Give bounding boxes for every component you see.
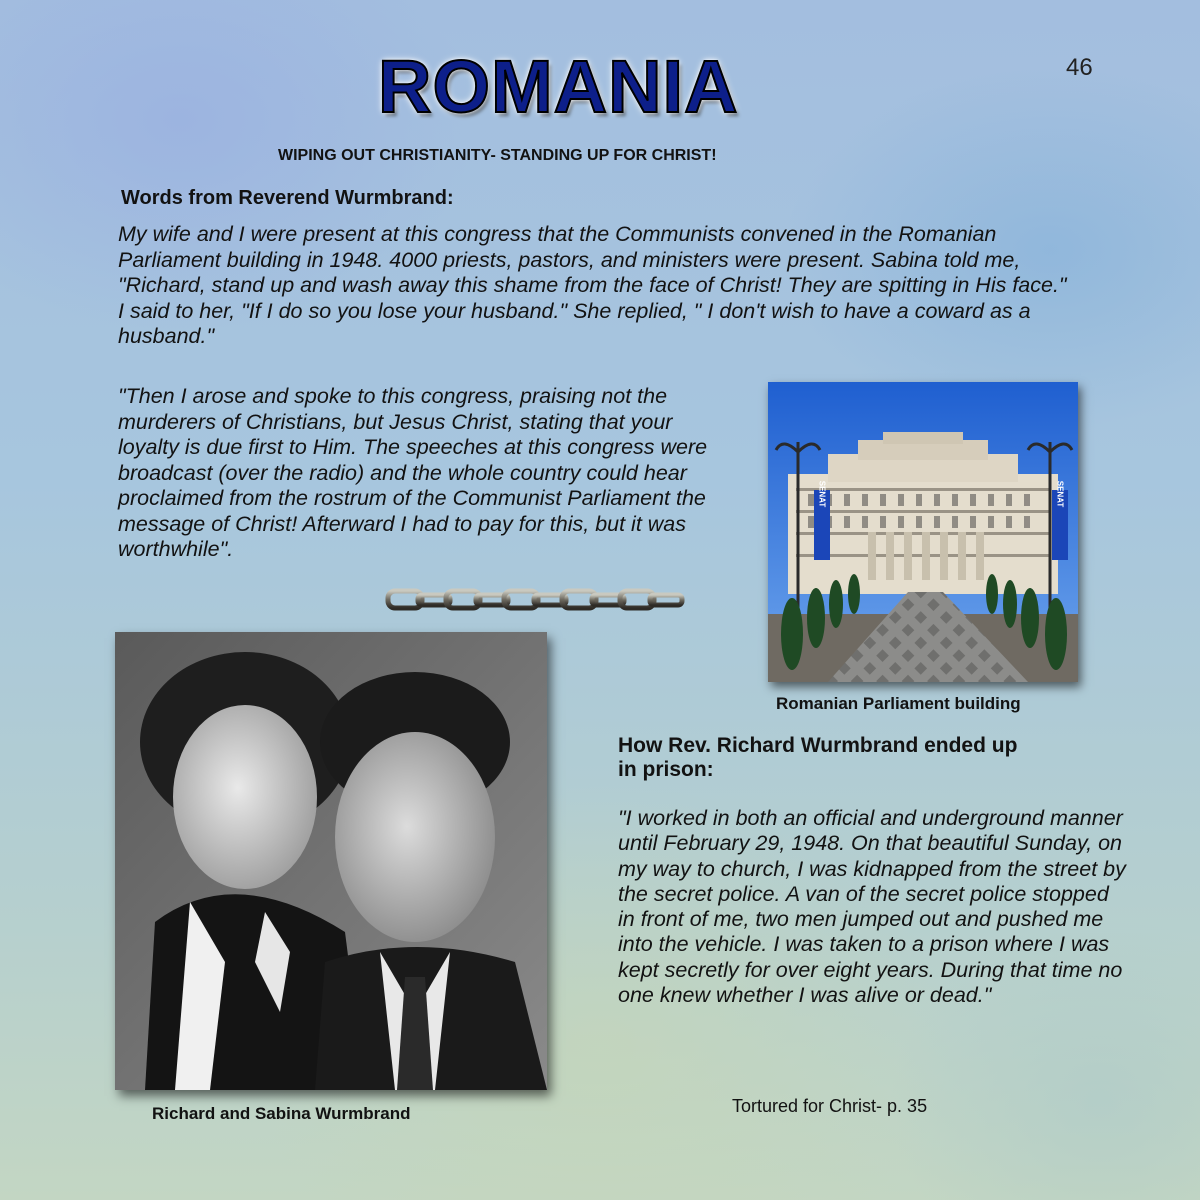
source-citation: Tortured for Christ- p. 35 [732,1096,928,1116]
page-subtitle: WIPING OUT CHRISTIANITY- STANDING UP FOR CHRIST! [278,147,717,164]
wurmbrand-couple-photo [115,632,547,1090]
speech-quote: "Then I arose and spoke to this congress, praising not the murderers of Christians, but Jesus Christ, stating that your loyalty is due first to Him. The speeches at this congress were broadcast (over the radio) and the whole country could hear proclaimed from the rostrum of the Communist Parliament the message of Christ! Afterward I had to pay for this, but it was worthwhile". [118,384,708,561]
parliament-caption: Romanian Parliament building [776,694,1021,713]
chain-decoration-icon [383,584,695,616]
couple-caption: Richard and Sabina Wurmbrand [152,1104,411,1123]
words-heading: Words from Reverend Wurmbrand: [121,187,454,209]
parliament-photo [768,382,1078,682]
banner-left-text: SENAT [817,480,827,508]
banner-right-text: SENAT [1055,480,1065,508]
congress-quote: My wife and I were present at this congress that the Communists convened in the Romanian Parliament building in 1948. 4000 priests, pastors, and ministers were present. Sabina told me, "Richard, stand up and wash away this shame from the face of Christ! They are spitting in His face." I said to her, "If I do so you lose your husband." She replied, " I don't wish to have a coward as a husband." [118,222,1067,348]
page-title: ROMANIA [378,45,739,128]
prison-quote: "I worked in both an official and underground manner until February 29, 1948. On that beautiful Sunday, on my way to church, I was kidnapped from the street by the secret police. A van of the secret police stopped in front of me, two men jumped out and pushed me into the vehicle. I was taken to a prison where I was kept secretly for over eight years. During that time no one knew whether I was alive or dead." [618,806,1126,1008]
page-number: 46 [1066,54,1093,81]
prison-heading: How Rev. Richard Wurmbrand ended up in prison: [618,734,1018,781]
